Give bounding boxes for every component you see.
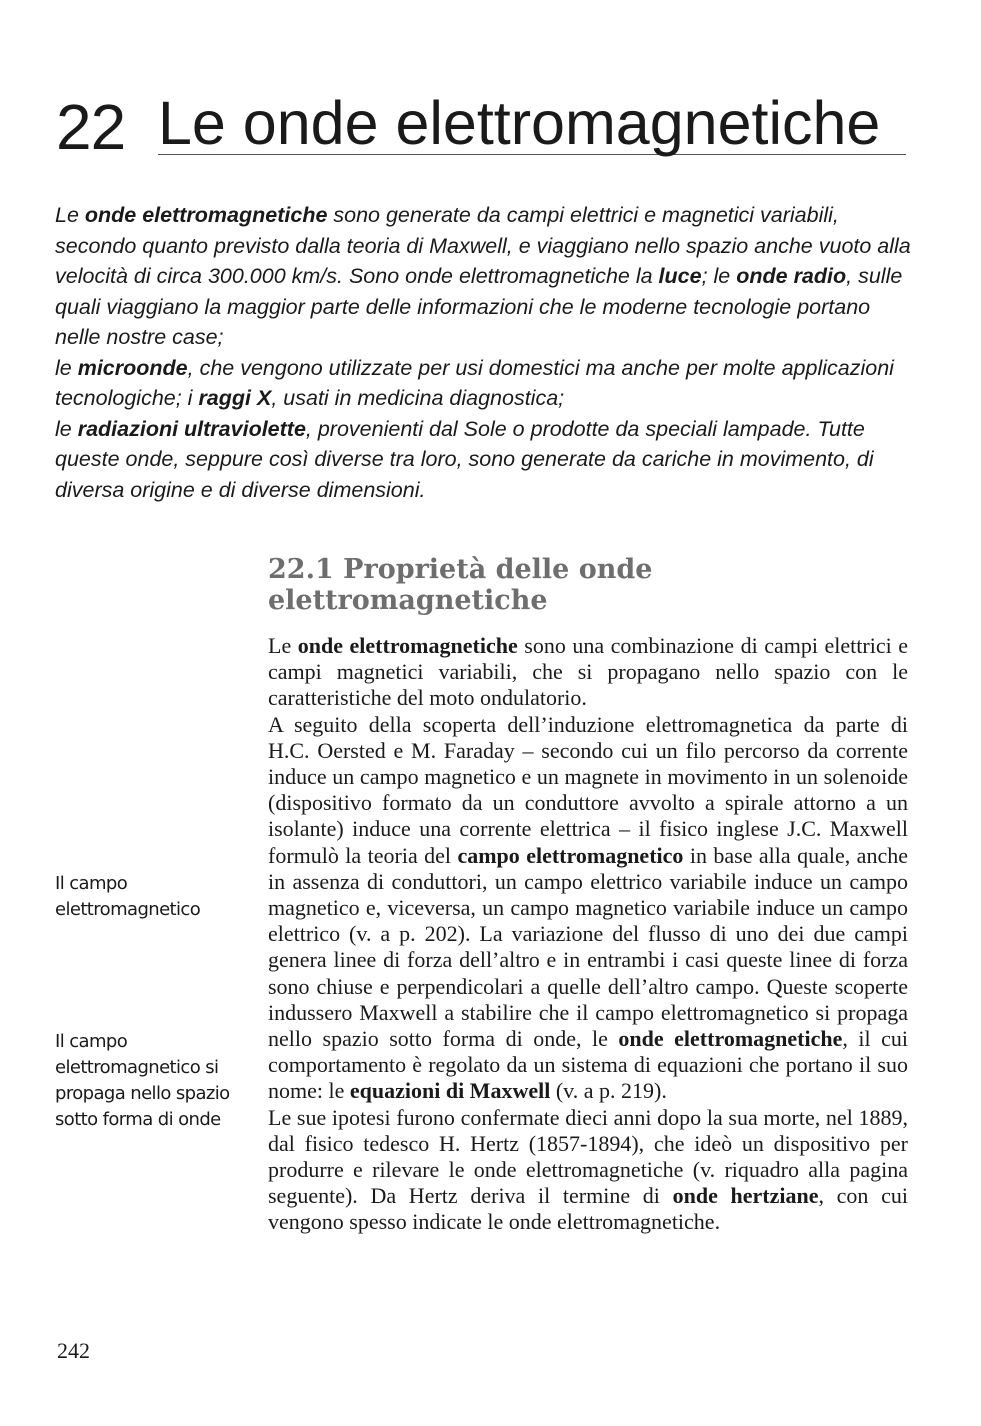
- section-title: [268, 554, 828, 616]
- body-text: , il cui comportamento è regolato da un sistema di equazioni che portano il suo nome: le: [268, 1026, 908, 1104]
- body-text: (v. a p. 219).: [550, 1078, 667, 1104]
- margin-note-line: sotto forma di onde: [55, 1109, 221, 1130]
- body-text: in base alla quale, anche in assenza di conduttori, un campo elettrico variabile induce un campo magnetico e, viceversa, un campo magnetico variabile induce un campo elettrico (v. a p. 202). La variazione del flusso di uno dei due campi genera linee di forza dell’altro e in entrambi i casi queste linee di forza sono chiuse e perpendicolari a quelle dell’altro campo. Queste scoperte indussero Maxwell a stabilire che il campo elettromagnetico si propaga nello spazio sotto forma di onde, le: [268, 842, 908, 1052]
- intro-keyword: radiazioni ultraviolette: [77, 416, 306, 441]
- intro-keyword: luce: [658, 264, 702, 288]
- body-text: , con cui vengono spesso indicate le onde elettromagnetiche.: [268, 1183, 908, 1235]
- body-keyword: onde hertziane: [672, 1183, 819, 1209]
- chapter-title: Le onde elettromagnetiche: [158, 92, 906, 155]
- page-number: 242: [57, 1338, 90, 1363]
- body-paragraph: [268, 712, 908, 1105]
- intro-text: , usati in medicina diagnostica;: [271, 386, 565, 410]
- chapter-header: [56, 89, 906, 163]
- intro-text: Le: [55, 203, 85, 227]
- intro-text: le: [55, 355, 78, 380]
- margin-note: [55, 871, 255, 923]
- intro-text: , provenienti dal Sole o prodotte da speciali lampade. Tutte queste onde, seppure così diverse tra loro, sono generate da cariche in movimento, di diversa origine e di diverse dimensioni.: [55, 416, 874, 502]
- section-title-line: elettromagnetiche: [268, 585, 548, 616]
- intro-keyword: microonde: [77, 355, 188, 380]
- intro-text: ; le: [701, 264, 737, 288]
- intro-text: , che vengono utilizzate per usi domestici ma anche per molte applicazioni tecnologiche; i: [55, 355, 894, 410]
- margin-note-line: Il campo: [55, 1031, 128, 1052]
- intro-text: le: [55, 416, 78, 441]
- body-keyword: campo elettromagnetico: [457, 842, 684, 868]
- section-title-line: 22.1 Proprietà delle onde: [268, 554, 653, 585]
- chapter-intro: [55, 200, 915, 505]
- intro-text: sono generate da campi elettrici e magnetici variabili, secondo quanto previsto dalla teoria di Maxwell, e viaggiano nello spazio anche vuoto alla velocità di circa 300.000 km/s. Sono onde elettromagnetiche la: [55, 203, 911, 288]
- body-text: Le: [268, 633, 298, 658]
- section-body: [268, 633, 908, 1236]
- chapter-number: 22: [56, 91, 126, 163]
- body-text: sono una combinazione di campi elettrici e campi magnetici variabili, che si propagano nello spazio con le caratteristiche del moto ondulatorio.: [268, 633, 908, 711]
- intro-keyword: onde elettromagnetiche: [84, 203, 328, 227]
- margin-note: [55, 1029, 255, 1133]
- body-paragraph: [268, 1105, 908, 1236]
- body-paragraph: [268, 633, 908, 712]
- margin-note-line: Il campo: [55, 873, 128, 894]
- margin-note-line: propaga nello spazio: [55, 1083, 230, 1104]
- body-text: Le sue ipotesi furono confermate dieci anni dopo la sua morte, nel 1889, dal fisico tedesco H. Hertz (1857-1894), che ideò un dispositivo per produrre e rilevare le onde elettromagnetiche (v. riquadro alla pagina seguente). Da Hertz deriva il termine di: [268, 1104, 908, 1209]
- intro-text: , sulle quali viaggiano la maggior parte delle informazioni che le moderne tecnologie portano nelle nostre case;: [55, 264, 903, 349]
- margin-note-line: elettromagnetico: [55, 899, 201, 920]
- intro-keyword: onde radio: [736, 264, 847, 288]
- margin-note-line: elettromagnetico si: [55, 1057, 219, 1078]
- body-keyword: equazioni di Maxwell: [349, 1078, 551, 1104]
- body-keyword: onde elettromagnetiche: [618, 1026, 843, 1052]
- intro-keyword: raggi X: [198, 386, 272, 410]
- body-keyword: onde elettromagnetiche: [297, 633, 518, 658]
- body-text: A seguito della scoperta dell’induzione elettromagnetica da parte di H.C. Oersted e M. Faraday – secondo cui un filo percorso da corrente induce un campo magnetico e un magnete in movimento in un solenoide (dispositivo formato da un conduttore avvolto a spirale attorno a un isolante) induce una corrente elettrica – il fisico inglese J.C. Maxwell formulò la teoria del: [268, 711, 908, 868]
